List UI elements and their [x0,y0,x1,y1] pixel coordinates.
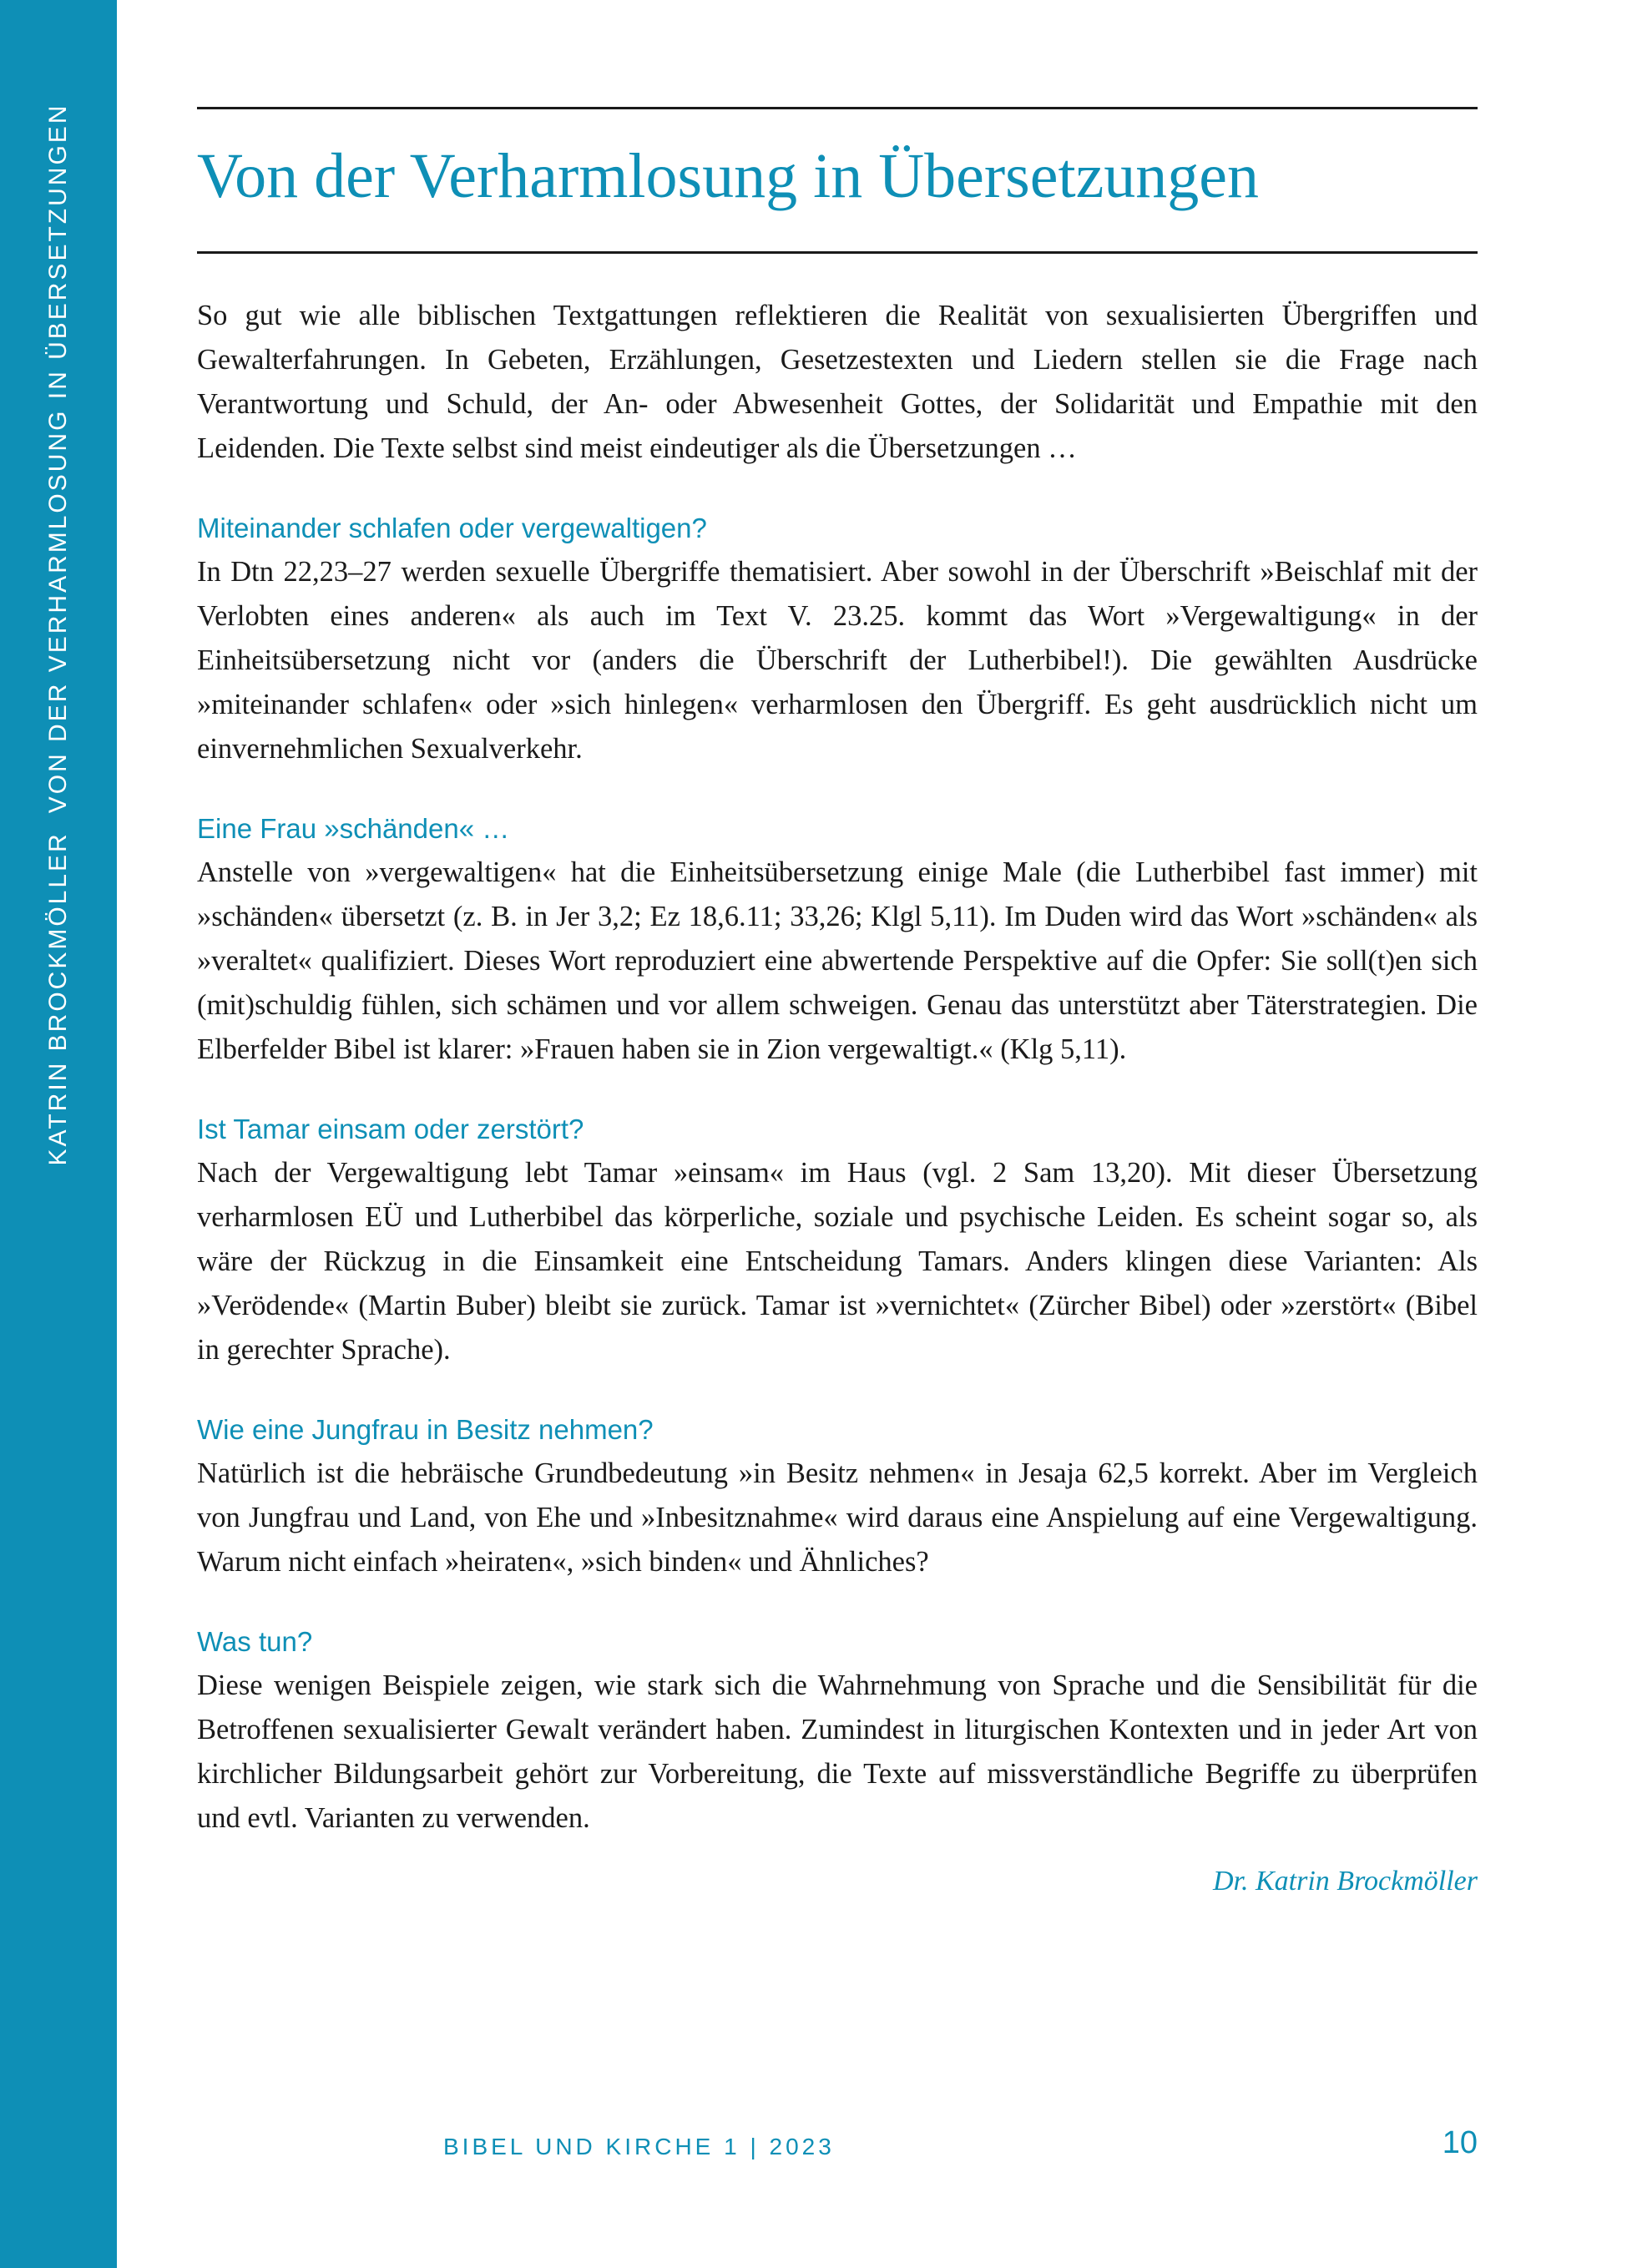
running-header [44,104,73,1166]
section-paragraph: Nach der Vergewaltigung lebt Tamar »einsam« im Haus (vgl. 2 Sam 13,20). Mit dieser Übersetzung verharmlosen EÜ und Lutherbibel das körperliche, soziale und psychische Leiden. Es scheint sogar so, als wäre der Rückzug in die Einsamkeit eine Entscheidung Tamars. Anders klingen diese Varianten: Als »Verödende« (Martin Buber) bleibt sie zurück. Tamar ist »vernichtet« (Zürcher Bibel) oder »zerstört« (Bibel in gerechter Sprache). [197,1157,1478,1366]
sidebar [0,0,117,2268]
section-heading: Miteinander schlafen oder vergewaltigen? [197,513,707,543]
sidebar-running-title: VON DER VERHARMLOSUNG IN ÜBERSETZUNGEN [44,103,72,814]
article-title: Von der Verharmlosung in Übersetzungen [197,141,1260,211]
title-rule-bottom [197,251,1478,254]
title-rule-top [197,107,1478,109]
section-paragraph: Diese wenigen Beispiele zeigen, wie stark sich die Wahrnehmung von Sprache und die Sensibilität für die Betroffenen sexualisierter Gewalt verändert haben. Zumindest in liturgischen Kontexten und in jeder Art von kirchlicher Bildungsarbeit gehört zur Vorbereitung, die Texte auf missverständliche Begriffe zu überprüfen und evtl. Varianten zu verwenden. [197,1669,1478,1834]
article-body [197,294,1478,1903]
section-heading: Wie eine Jungfrau in Besitz nehmen? [197,1414,654,1445]
intro-paragraph: So gut wie alle biblischen Textgattungen reflektieren die Realität von sexualisierten Übergriffen und Gewalterfahrungen. In Gebeten, Erzählungen, Gesetzestexten und Liedern stellen sie die Frage nach Verantwortung und Schuld, der An- oder Abwesenheit Gottes, der Solidarität und Empathie mit den Leidenden. Die Texte selbst sind meist eindeutiger als die Übersetzungen … [197,300,1478,464]
section-heading: Was tun? [197,1626,313,1657]
section-paragraph: In Dtn 22,23–27 werden sexuelle Übergriffe thematisiert. Aber sowohl in der Überschrift »Beischlaf mit der Verlobten eines anderen« als auch im Text V. 23.25. kommt das Wort »Vergewaltigung« in der Einheitsübersetzung nicht vor (anders die Überschrift der Lutherbibel!). Die gewählten Ausdrücke »miteinander schlafen« oder »sich hinlegen« verharmlosen den Übergriff. Es geht ausdrücklich nicht um einvernehmlichen Sexualverkehr. [197,556,1478,765]
section-heading: Eine Frau »schänden« … [197,813,510,844]
sidebar-author: KATRIN BROCKMÖLLER [44,831,72,1166]
section-heading: Ist Tamar einsam oder zerstört? [197,1114,584,1144]
section-paragraph: Anstelle von »vergewaltigen« hat die Einheitsübersetzung einige Male (die Lutherbibel fast immer) mit »schänden« übersetzt (z. B. in Jer 3,2; Ez 18,6.11; 33,26; Klgl 5,11). Im Duden wird das Wort »schänden« als »veraltet« qualifiziert. Dieses Wort reproduziert eine abwertende Perspektive auf die Opfer: Sie soll(t)en sich (mit)schuldig fühlen, sich schämen und vor allem schweigen. Genau das unterstützt aber Täterstrategien. Die Elberfelder Bibel ist klarer: »Frauen haben sie in Zion vergewaltigt.« (Klg 5,11). [197,856,1478,1065]
footer-journal: BIBEL UND KIRCHE 1 | 2023 [443,2134,835,2159]
author-signature: Dr. Katrin Brockmöller [1212,1866,1478,1897]
page-number: 10 [1442,2125,1478,2160]
section-paragraph: Natürlich ist die hebräische Grundbedeutung »in Besitz nehmen« in Jesaja 62,5 korrekt. Aber im Vergleich von Jungfrau und Land, von Ehe und »Inbesitznahme« wird daraus eine Anspielung auf eine Vergewaltigung. Warum nicht einfach »heiraten«, »sich binden« und Ähnliches? [197,1457,1478,1578]
